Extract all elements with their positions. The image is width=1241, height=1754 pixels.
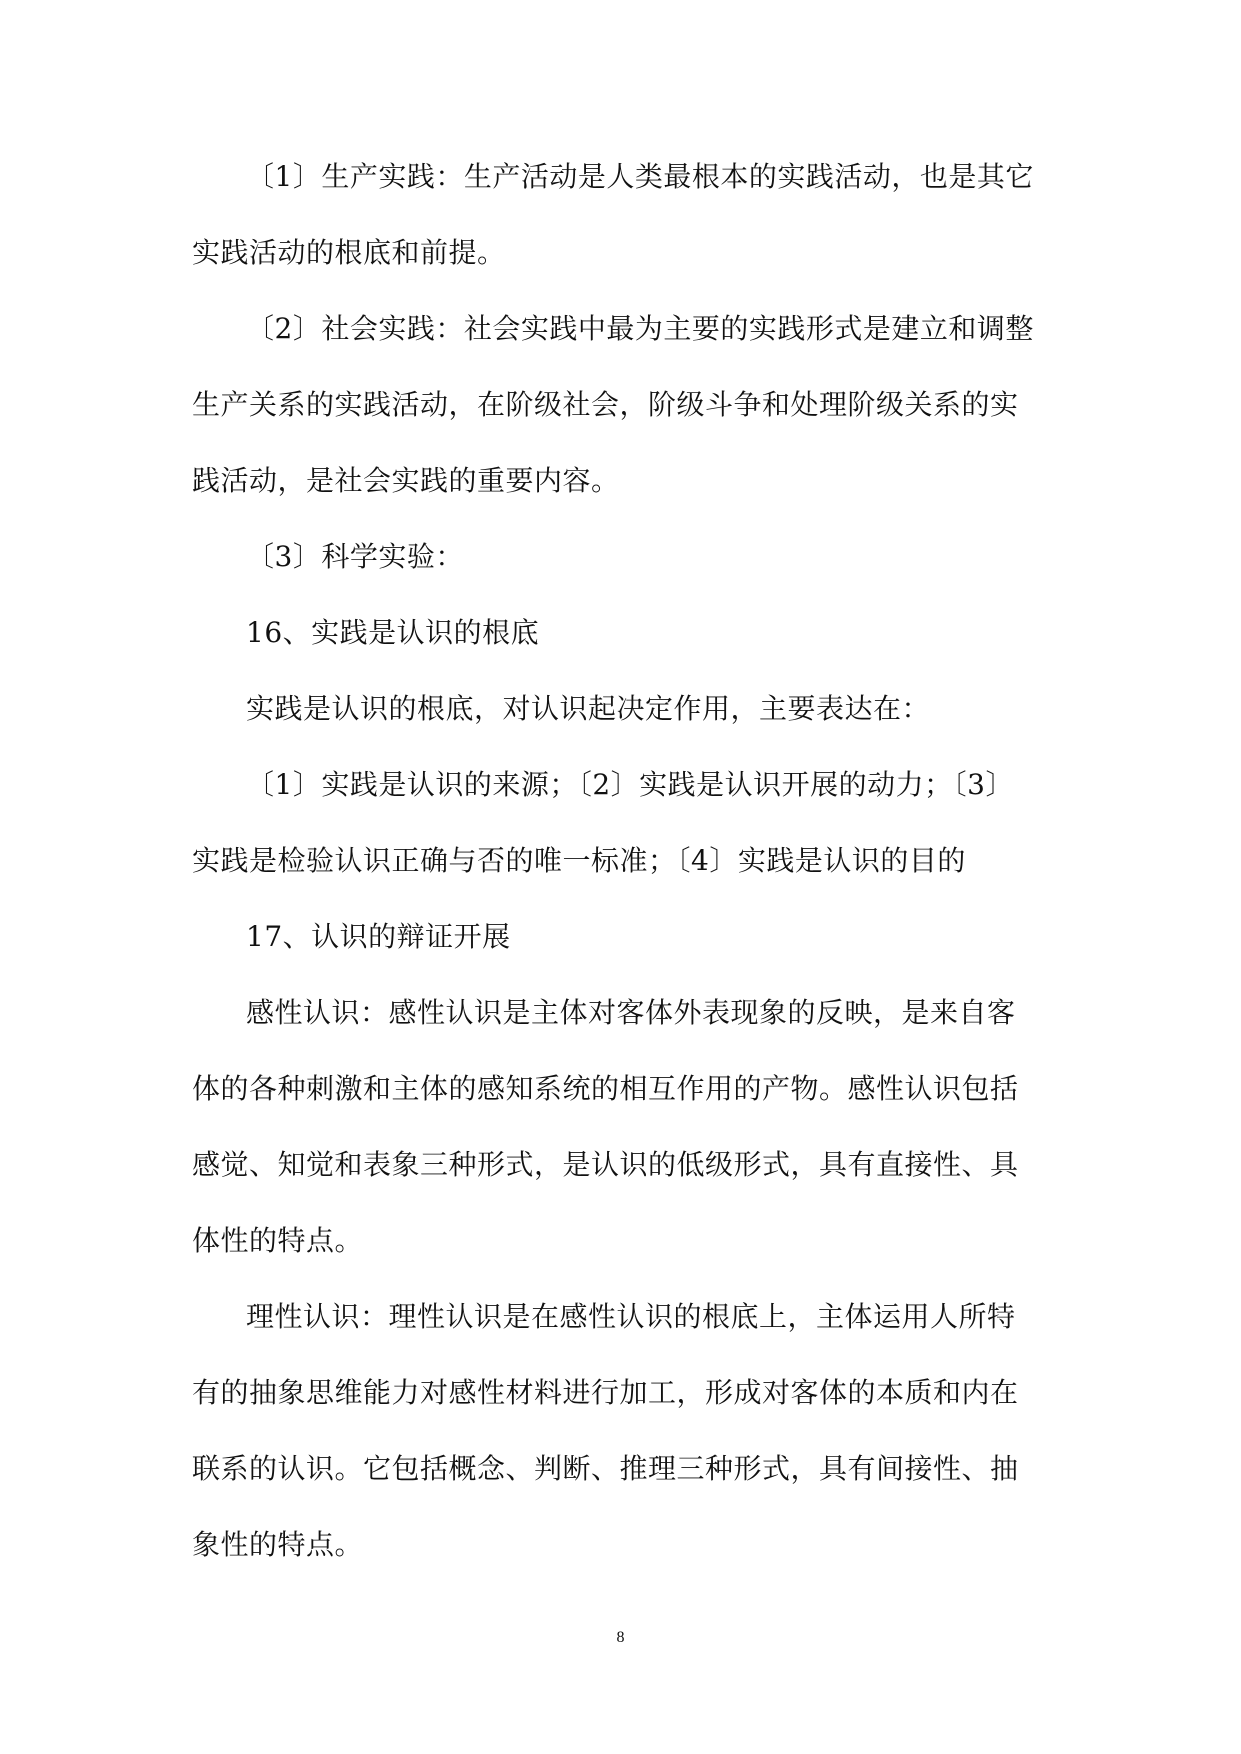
paragraph-line: 体的各种刺激和主体的感知系统的相互作用的产物。感性认识包括 [192,1072,1019,1105]
paragraph-line: 联系的认识。它包括概念、判断、推理三种形式，具有间接性、抽 [192,1452,1019,1485]
paragraph-line: 实践是检验认识正确与否的唯一标准；〔4〕实践是认识的目的 [192,844,966,877]
paragraph-line: 〔3〕科学实验： [246,540,464,573]
paragraph-line: 感性认识：感性认识是主体对客体外表现象的反映，是来自客 [246,996,1016,1029]
paragraph-line: 〔1〕实践是认识的来源；〔2〕实践是认识开展的动力；〔3〕 [246,768,1014,801]
paragraph-line: 象性的特点。 [192,1528,364,1561]
paragraph-line: 有的抽象思维能力对感性材料进行加工，形成对客体的本质和内在 [192,1376,1019,1409]
paragraph-line: 生产关系的实践活动，在阶级社会，阶级斗争和处理阶级关系的实 [192,388,1019,421]
section-heading: 16、实践是认识的根底 [246,616,540,649]
paragraph-line: 理性认识：理性认识是在感性认识的根底上，主体运用人所特 [246,1300,1016,1333]
paragraph-line: 〔2〕社会实践：社会实践中最为主要的实践形式是建立和调整 [246,312,1034,345]
page-number: 8 [616,1629,625,1646]
paragraph-line: 践活动，是社会实践的重要内容。 [192,464,620,497]
section-heading: 17、认识的辩证开展 [246,920,511,953]
paragraph-line: 〔1〕生产实践：生产活动是人类最根本的实践活动，也是其它 [246,160,1034,193]
paragraph-line: 实践是认识的根底，对认识起决定作用，主要表达在： [246,692,931,725]
paragraph-line: 实践活动的根底和前提。 [192,236,506,269]
paragraph-line: 感觉、知觉和表象三种形式，是认识的低级形式，具有直接性、具 [192,1148,1019,1181]
paragraph-line: 体性的特点。 [192,1224,364,1257]
